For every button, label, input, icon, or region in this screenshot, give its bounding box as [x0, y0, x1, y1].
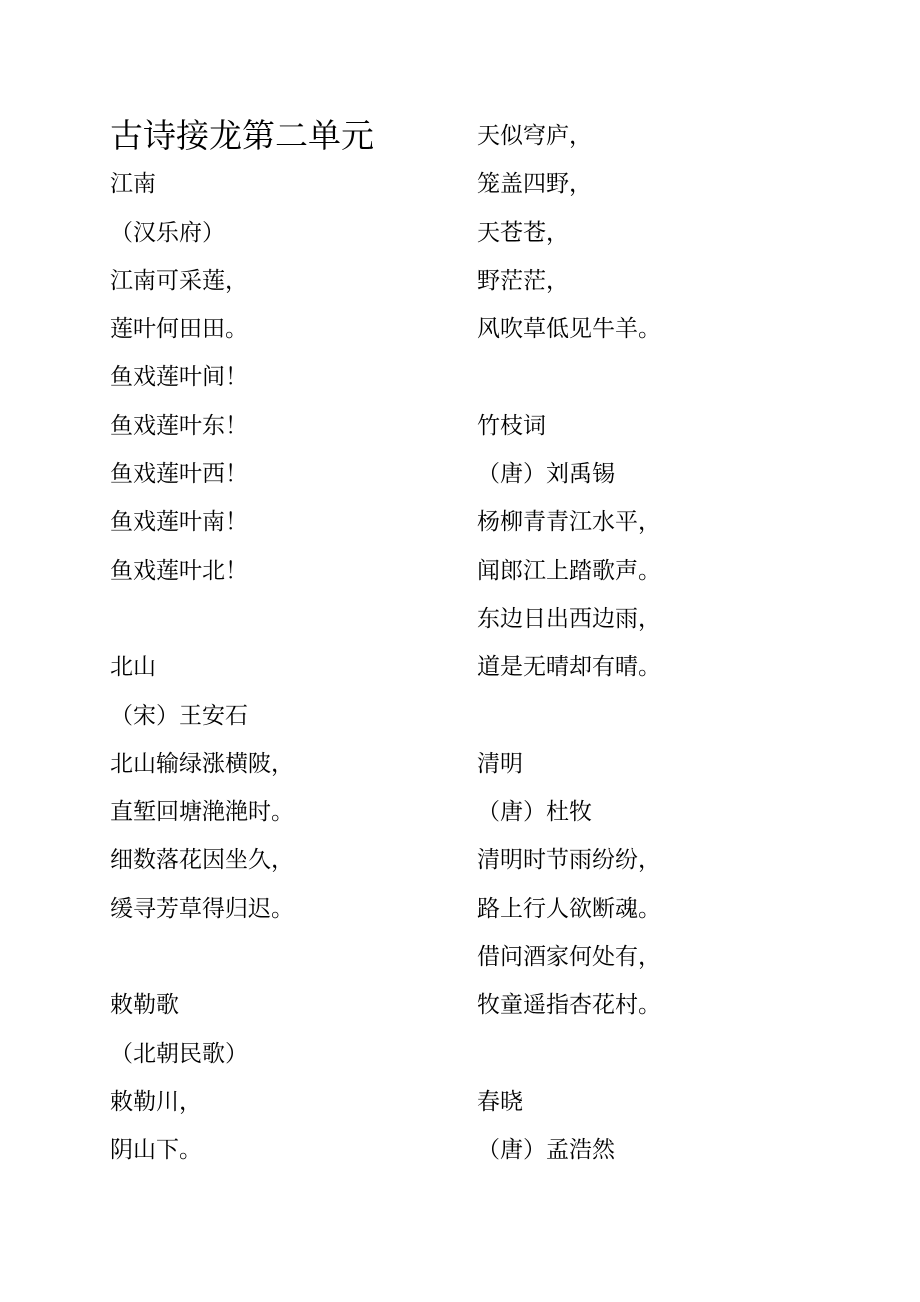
blank-line [110, 933, 510, 981]
poem-line: 阴山下。 [110, 1137, 202, 1164]
poem-line: 清明 [477, 750, 523, 777]
poem-line: 竹枝词 [477, 412, 546, 439]
poem-line: 直堑回塘滟滟时。 [110, 799, 294, 826]
blank-line [477, 692, 877, 740]
poem-line: 鱼戏莲叶间！ [110, 364, 248, 391]
poem-line: 鱼戏莲叶南！ [110, 509, 248, 536]
poem-line: 江南 [110, 171, 156, 198]
poem-line: （汉乐府） [110, 219, 225, 246]
right-column [477, 112, 877, 1175]
blank-line [477, 353, 877, 401]
poem-line: 道是无晴却有晴。 [477, 654, 661, 681]
poem-line: （北朝民歌） [110, 1040, 248, 1067]
poem-line: 闻郎江上踏歌声。 [477, 557, 661, 584]
poem-line: 敕勒川， [110, 1088, 202, 1115]
poem-line: 借问酒家何处有， [477, 944, 661, 971]
poem-line: 笼盖四野， [477, 171, 592, 198]
poem-line: 江南可采莲， [110, 267, 248, 294]
poem-line: 风吹草低见牛羊。 [477, 316, 661, 343]
left-column [110, 112, 510, 1175]
document-title: 古诗接龙第二单元 [110, 116, 374, 155]
poem-line: 东边日出西边雨， [477, 605, 661, 632]
blank-line [477, 1030, 877, 1078]
right-column-lines [477, 112, 877, 1175]
poem-line: （唐）刘禹锡 [477, 461, 615, 488]
poem-line: 鱼戏莲叶西！ [110, 461, 248, 488]
poem-line: 天似穹庐， [477, 123, 592, 149]
poem-line: 野茫茫， [477, 267, 569, 294]
poem-line: （宋）王安石 [110, 702, 248, 729]
poem-line: 敕勒歌 [110, 992, 179, 1019]
poem-line: 鱼戏莲叶东！ [110, 412, 248, 439]
poem-line: 天苍苍， [477, 219, 569, 246]
poem-line: 莲叶何田田。 [110, 316, 248, 343]
poem-line: 杨柳青青江水平， [477, 509, 661, 536]
left-column-lines [110, 160, 510, 1174]
poem-line: 细数落花因坐久， [110, 847, 294, 874]
poem-line: 路上行人欲断魂。 [477, 895, 661, 922]
blank-line [110, 595, 510, 643]
poem-line: （唐）杜牧 [477, 799, 592, 826]
poem-line: 牧童遥指杏花村。 [477, 992, 661, 1019]
poem-line: 春晓 [477, 1088, 523, 1115]
poem-line: 鱼戏莲叶北！ [110, 557, 248, 584]
poem-line: （唐）孟浩然 [477, 1137, 615, 1164]
poem-line: 缓寻芳草得归迟。 [110, 895, 294, 922]
poem-line: 北山输绿涨横陂， [110, 750, 294, 777]
poem-line: 北山 [110, 654, 156, 681]
poem-line: 清明时节雨纷纷， [477, 847, 661, 874]
